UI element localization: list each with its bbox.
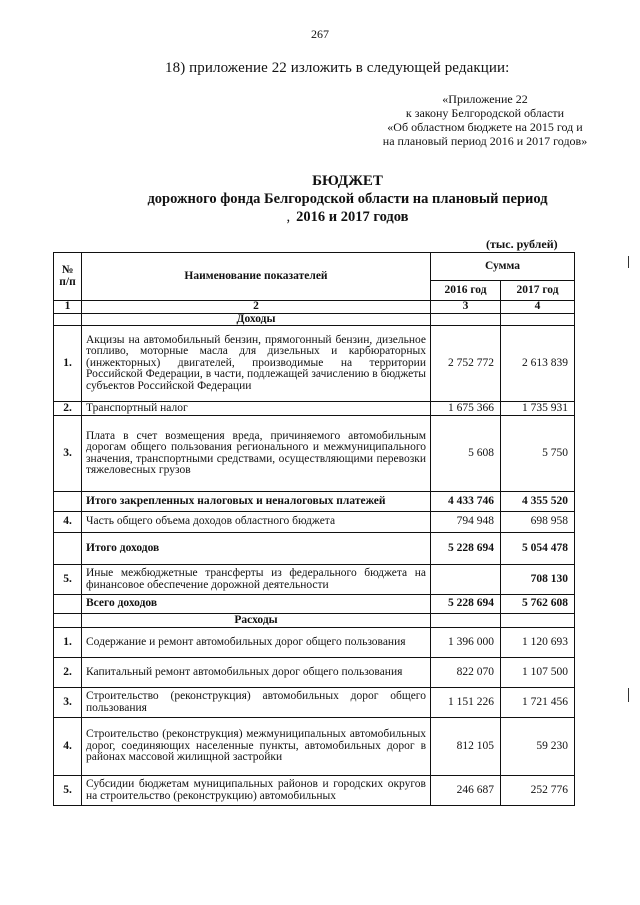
header-2017: 2017 год [501, 281, 575, 301]
total-row [54, 533, 575, 565]
row-name: Строительство (реконструкция) автомобильных дорог общего пользования [82, 688, 431, 718]
lead-text: 18) приложение 22 изложить в следующей редакции: [165, 60, 510, 76]
row-num: 2. [54, 658, 82, 688]
value-2016: 246 687 [431, 776, 501, 806]
document-subtitle [0, 190, 640, 226]
value-2016: 5 608 [431, 416, 501, 492]
appendix-line: «Об областном бюджете на 2015 год и [387, 120, 583, 134]
value-2016: 5 228 694 [431, 595, 501, 614]
table-row [54, 658, 575, 688]
row-num: 5. [54, 565, 82, 595]
value-2016: 1 151 226 [431, 688, 501, 718]
row-name: Иные межбюджетные трансферты из федерального бюджета на финансовое обеспечение дорожной деятельности [82, 565, 431, 595]
appendix-block [360, 92, 610, 148]
budget-table [53, 252, 575, 806]
row-num: 1. [54, 628, 82, 658]
row-name: Содержание и ремонт автомобильных дорог общего пользования [82, 628, 431, 658]
value-2016: 1 675 366 [431, 402, 501, 416]
value-2017: 1 735 931 [501, 402, 575, 416]
table-row [54, 512, 575, 533]
col-number: 1 [54, 301, 82, 314]
value-2016: 4 433 746 [431, 492, 501, 512]
table-row [54, 628, 575, 658]
empty-cell [431, 614, 501, 628]
column-numbers-row [54, 301, 575, 314]
col-number: 3 [431, 301, 501, 314]
stray-mark: , [286, 209, 291, 225]
row-num: 2. [54, 402, 82, 416]
empty-cell [54, 313, 82, 326]
value-2017: 5 750 [501, 416, 575, 492]
header-sum: Сумма [431, 253, 575, 281]
subtitle-line: дорожного фонда Белгородской области на плановый период [147, 191, 548, 207]
value-2016: 822 070 [431, 658, 501, 688]
units-label: (тыс. рублей) [486, 237, 558, 251]
row-name: Итого закрепленных налоговых и неналоговых платежей [82, 492, 431, 512]
subtitle-years: 2016 и 2017 годов [296, 209, 409, 225]
section-title: Доходы [82, 313, 431, 326]
row-name: Всего доходов [82, 595, 431, 614]
row-num: 3. [54, 416, 82, 492]
table-row [54, 718, 575, 776]
row-num: 4. [54, 512, 82, 533]
value-2017: 1 120 693 [501, 628, 575, 658]
subtitle-line [0, 208, 640, 226]
table-row [54, 402, 575, 416]
empty-cell [54, 614, 82, 628]
value-2016 [431, 565, 501, 595]
table-row [54, 688, 575, 718]
value-2017: 708 130 [501, 565, 575, 595]
appendix-line: к закону Белгородской области [405, 106, 565, 120]
grand-total-row [54, 595, 575, 614]
appendix-line: на плановый период 2016 и 2017 годов» [382, 134, 588, 148]
scan-margin-mark [628, 688, 629, 702]
row-name: Плата в счет возмещения вреда, причиняемого автомобильным дорогам общего пользования регионального и межмуниципального значения, транспортными средствами, осуществляющими перевозки тяжеловесных грузов [82, 416, 431, 492]
scan-margin-mark [628, 256, 629, 268]
value-2016: 794 948 [431, 512, 501, 533]
appendix-line: «Приложение 22 [442, 92, 528, 106]
value-2016: 2 752 772 [431, 326, 501, 402]
document-title: БЮДЖЕТ [312, 173, 383, 189]
empty-cell [431, 313, 501, 326]
value-2017: 1 721 456 [501, 688, 575, 718]
empty-cell [54, 492, 82, 512]
section-income-row [54, 313, 575, 326]
empty-cell [501, 614, 575, 628]
page-number: 267 [311, 27, 329, 41]
value-2017: 2 613 839 [501, 326, 575, 402]
total-row [54, 492, 575, 512]
header-num: № п/п [54, 253, 82, 301]
header-row [54, 253, 575, 281]
value-2017: 5 054 478 [501, 533, 575, 565]
col-number: 4 [501, 301, 575, 314]
section-expense-row [54, 614, 575, 628]
value-2017: 1 107 500 [501, 658, 575, 688]
value-2017: 59 230 [501, 718, 575, 776]
header-2016: 2016 год [431, 281, 501, 301]
row-name: Субсидии бюджетам муниципальных районов и городских округов на строительство (реконструкцию) автомобильных [82, 776, 431, 806]
section-title: Расходы [82, 614, 431, 628]
value-2017: 698 958 [501, 512, 575, 533]
value-2017: 5 762 608 [501, 595, 575, 614]
row-name: Акцизы на автомобильный бензин, прямогонный бензин, дизельное топливо, моторные масла для дизельных и карбюраторных (инжекторных) двигателей, производимые на территории Российской Федерации, в части, подлежащей зачислению в бюджеты субъектов Российской Федерации [82, 326, 431, 402]
row-num: 3. [54, 688, 82, 718]
empty-cell [54, 595, 82, 614]
value-2016: 5 228 694 [431, 533, 501, 565]
row-name: Транспортный налог [82, 402, 431, 416]
row-num: 1. [54, 326, 82, 402]
row-num: 5. [54, 776, 82, 806]
table-row [54, 565, 575, 595]
table-row [54, 776, 575, 806]
col-number: 2 [82, 301, 431, 314]
value-2016: 1 396 000 [431, 628, 501, 658]
row-name: Итого доходов [82, 533, 431, 565]
table-row [54, 416, 575, 492]
row-name: Капитальный ремонт автомобильных дорог общего пользования [82, 658, 431, 688]
row-name: Строительство (реконструкция) межмуниципальных автомобильных дорог, соединяющих населенные пункты, автомобильных дорог в районах массовой жилищной застройки [82, 718, 431, 776]
row-name: Часть общего объема доходов областного бюджета [82, 512, 431, 533]
value-2016: 812 105 [431, 718, 501, 776]
value-2017: 4 355 520 [501, 492, 575, 512]
empty-cell [501, 313, 575, 326]
table-row [54, 326, 575, 402]
value-2017: 252 776 [501, 776, 575, 806]
empty-cell [54, 533, 82, 565]
header-name: Наименование показателей [82, 253, 431, 301]
row-num: 4. [54, 718, 82, 776]
